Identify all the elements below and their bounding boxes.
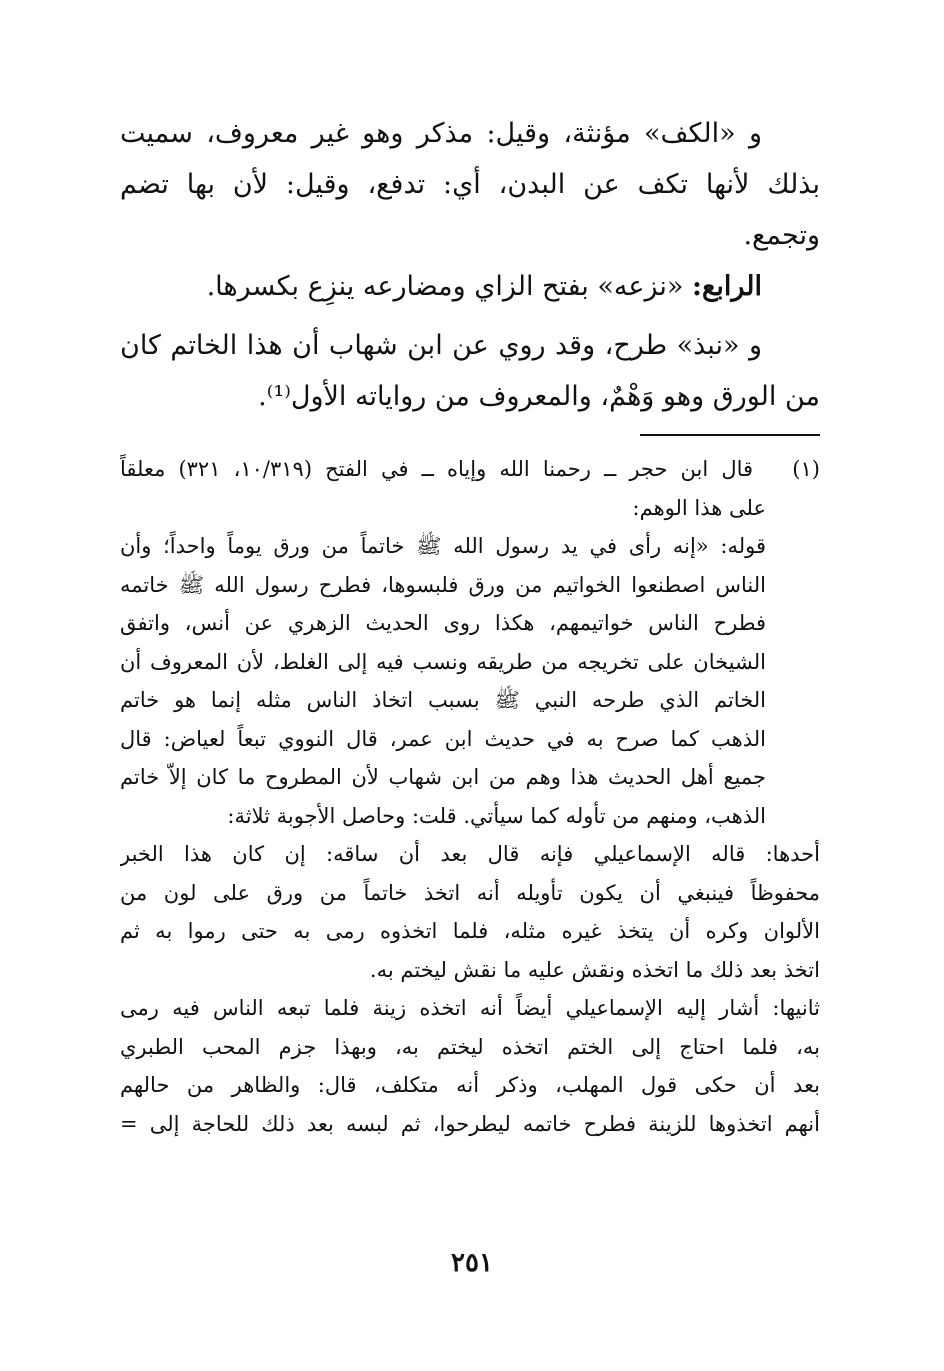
footnote — [120, 450, 820, 1143]
fourth-text: «نزعه» بفتح الزاي ومضارعه ينزِع بكسرها. — [206, 271, 684, 302]
footnote-line: بعد أن حكى قول المهلب، وذكر أنه متكلف، قال: والظاهر من حالهم — [120, 1073, 820, 1097]
text-line: من الورق وهو وَهْمٌ، والمعروف من رواياته الأول⁽¹⁾. — [258, 381, 820, 412]
footnote-line: ثانيها: أشار إليه الإسماعيلي أيضاً أنه اتخذه زينة فلما تبعه الناس فيه رمى — [120, 996, 820, 1020]
footnote-line: اتخذ بعد ذلك ما اتخذه ونقش عليه ما نقش ليختم به. — [369, 957, 820, 982]
footnote-line: الشيخان على تخريجه من طريقه ونسب فيه إلى الغلط، لأن المعروف أن — [120, 649, 766, 674]
fourth-label: الرابع: — [692, 271, 762, 302]
footnote-divider — [640, 434, 820, 436]
paragraph-fourth — [120, 261, 820, 312]
footnote-marker: (١) — [792, 457, 820, 481]
footnote-line: الذهب كما صرح به في حديث ابن عمر، قال النووي تبعاً لعياض: قال — [120, 726, 766, 751]
footnote-line: قوله: «إنه رأى في يد رسول الله ﷺ خاتماً من ورق يوماً واحداً؛ وأن — [120, 534, 766, 558]
footnote-line: فطرح الناس خواتيمهم، هكذا روى الحديث الزهري عن أنس، واتفق — [120, 611, 766, 635]
footnote-text: قال ابن حجر ــ رحمنا الله وإياه ــ في الفتح (١٠/٣١٩، ٣٢١) معلقاً — [120, 457, 754, 481]
text-line: بذلك لأنها تكف عن البدن، أي: تدفع، وقيل: لأن بها تضم — [120, 169, 820, 200]
footnote-line: الخاتم الذي طرحه النبي ﷺ بسبب اتخاذ الناس مثله إنما هو خاتم — [120, 688, 766, 712]
footnote-line: الذهب، ومنهم من تأوله كما سيأتي. قلت: وحاصل الأجوبة ثلاثة: — [227, 803, 766, 828]
footnote-line: الألوان وكره أن يتخذ غيره مثله، فلما اتخذوه رمى به حتى رموا به ثم — [120, 919, 820, 943]
footnote-line: محفوظاً فينبغي أن يكون تأويله أنه اتخذ خاتماً من ورق على لون من — [120, 880, 820, 905]
text-line: وتجمع. — [743, 220, 820, 251]
footnote-line: على هذا الوهم: — [632, 495, 766, 520]
text-line: و «الكف» مؤنثة، وقيل: مذكر وهو غير معروف، سميت — [120, 118, 762, 149]
footnote-line: الناس اصطنعوا الخواتيم من ورق فلبسوها، فطرح رسول الله ﷺ خاتمه — [120, 572, 766, 597]
footnote-line: أحدها: قاله الإسماعيلي فإنه قال بعد أن ساقه: إن كان هذا الخبر — [120, 842, 820, 866]
main-text — [120, 108, 820, 422]
footnote-line: أنهم اتخذوها للزينة فطرح خاتمه ليطرحوا، ثم لبسه بعد ذلك للحاجة إلى = — [120, 1111, 820, 1136]
footnote-line — [120, 450, 820, 489]
text-line: و «نبذ» طرح، وقد روي عن ابن شهاب أن هذا الخاتم كان — [120, 330, 762, 361]
page-number: ٢٥١ — [451, 1248, 493, 1278]
footnote-line: به، فلما احتاج إلى الختم اتخذه ليختم به، وبهذا جزم المحب الطبري — [120, 1034, 820, 1059]
footnote-line: جميع أهل الحديث هذا وهم من ابن شهاب لأن المطروح ما كان إلاّ خاتم — [120, 765, 766, 789]
